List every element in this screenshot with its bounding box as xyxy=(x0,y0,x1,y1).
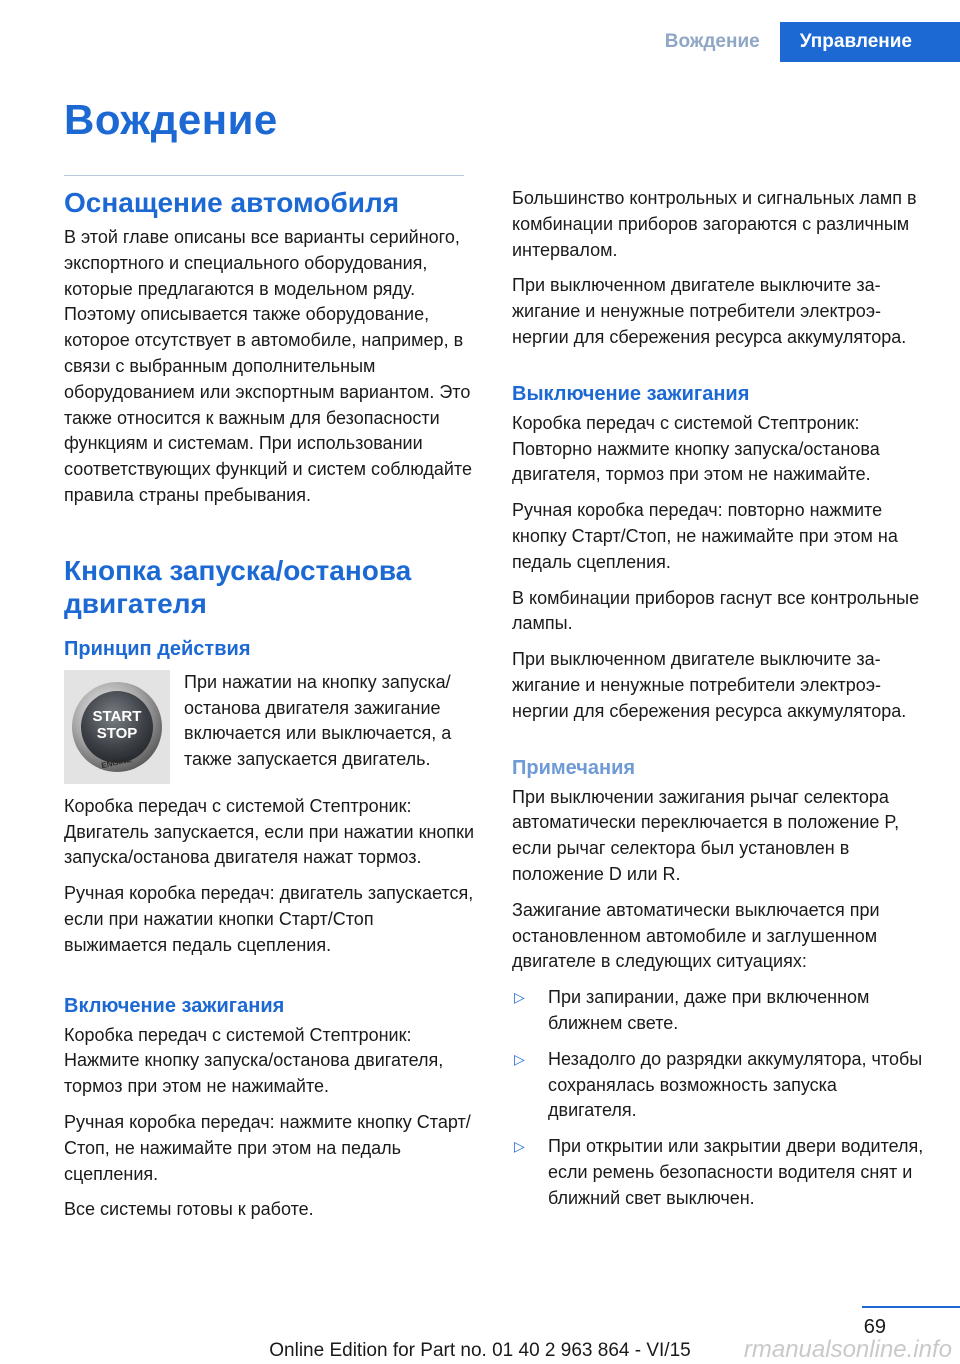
subsection-title-ignition-off: Выключение зажигания xyxy=(512,382,750,405)
subsection-title-notes: Примечания xyxy=(512,756,636,779)
ignition-off-battery: При выключенном двигателе выключите зажигание и ненужные потребители электроэнергии для сбережения ресурса аккумулятора. xyxy=(512,649,907,721)
title-divider xyxy=(64,175,464,176)
triangle-bullet-icon: ▷ xyxy=(514,1050,525,1067)
list-item xyxy=(512,985,930,1037)
notes-auto-off-paragraph: Зажигание автоматически выключается при остановленном автомобиле и заглушенном двигателе в следующих ситуациях: xyxy=(512,899,880,972)
auto-off-list xyxy=(512,985,930,1211)
manual-start-paragraph: Ручная коробка передач: двигатель запускается, если при нажатии кнопки Старт/Стоп выжимается педаль сцепления. xyxy=(64,883,474,955)
header-tabs xyxy=(645,22,960,62)
warning-lamps-paragraph: Большинство контрольных и сигнальных ламп в комбинации приборов загораются с различным интервалом. xyxy=(512,188,917,260)
list-item-text: При запирании, даже при включенном ближнем свете. xyxy=(548,987,870,1033)
page-number: 69 xyxy=(863,1316,886,1338)
footer-divider xyxy=(862,1306,960,1308)
page-title: Вождение xyxy=(64,96,278,143)
equipment-paragraph: В этой главе описаны все варианты серийного, экспортного и специального оборудования, которые предлагаются в модельном ряду. Поэтому описывается также оборудование, которое отсутствует в автомобиле, например, в связи с выбранным дополнительным оборудованием или экспортным вариантом. Это также относится к важным для безопасности функциям и системам. При использовании соответствующих функций и систем соблюдайте правила страны пребывания. xyxy=(64,227,472,505)
ignition-on-ready: Все системы готовы к работе. xyxy=(64,1199,314,1220)
edition-footer: Online Edition for Part no. 01 40 2 963 864 - VI/15 xyxy=(269,1340,691,1361)
watermark: rmanualsonline.info xyxy=(743,1336,952,1363)
button-text-stop: STOP xyxy=(96,724,138,742)
ignition-on-steptronic: Коробка передач с системой Стептроник: Нажмите кнопку запуска/останова двигателя, тормоз при этом не нажимайте. xyxy=(64,1024,444,1097)
right-column xyxy=(512,186,930,1222)
principle-block xyxy=(64,670,480,784)
start-stop-button-image xyxy=(64,670,170,784)
subsection-title-principle: Принцип действия xyxy=(64,637,251,660)
section-title-start-stop: Кнопка запуска/останова двигателя xyxy=(64,554,412,619)
button-text-engine: ENGINE xyxy=(100,754,133,770)
list-item-text: При открытии или закрытии двери водителя, если ремень безопасности водителя снят и ближний свет выключен. xyxy=(548,1136,924,1208)
subsection-title-ignition-on: Включение зажигания xyxy=(64,994,285,1017)
notes-selector-paragraph: При выключении зажигания рычаг селектора автоматически переключается в положение P, если рычаг селектора был установлен в положение D или R. xyxy=(512,786,900,884)
ignition-on-manual: Ручная коробка передач: нажмите кнопку Старт/Стоп, не нажимайте при этом на педаль сцепления. xyxy=(64,1111,471,1184)
triangle-bullet-icon: ▷ xyxy=(514,1138,525,1155)
left-column xyxy=(64,186,480,1223)
steptronic-start-paragraph: Коробка передач с системой Стептроник: Двигатель запускается, если при нажатии кнопки запуска/останова двигателя нажат тормоз. xyxy=(64,795,475,868)
button-text-start: START xyxy=(92,707,142,725)
list-item xyxy=(512,1047,930,1124)
list-item xyxy=(512,1134,930,1211)
triangle-bullet-icon: ▷ xyxy=(514,989,525,1006)
list-item-text: Незадолго до разрядки аккумулятора, чтобы сохранялась возможность запуска двигателя. xyxy=(548,1048,923,1121)
battery-save-paragraph: При выключенном двигателе выключите зажигание и ненужные потребители электроэнергии для сбережения ресурса аккумулятора. xyxy=(512,275,907,347)
section-title-equipment: Оснащение автомобиля xyxy=(64,187,400,218)
tab-controls[interactable]: Управление xyxy=(780,22,960,62)
tab-driving[interactable]: Вождение xyxy=(645,22,780,62)
ignition-off-lamps: В комбинации приборов гаснут все контрольные лампы. xyxy=(512,587,920,634)
ignition-off-manual: Ручная коробка передач: повторно нажмите кнопку Старт/Стоп, не нажимайте при этом на педаль сцепления. xyxy=(512,500,898,572)
ignition-off-steptronic: Коробка передач с системой Стептроник: Повторно нажмите кнопку запуска/останова двигателя, тормоз при этом не нажимайте. xyxy=(512,412,880,485)
principle-paragraph: При нажатии на кнопку запуска/останова двигателя зажигание включается или выключается, а также запускается двигатель. xyxy=(184,671,452,770)
